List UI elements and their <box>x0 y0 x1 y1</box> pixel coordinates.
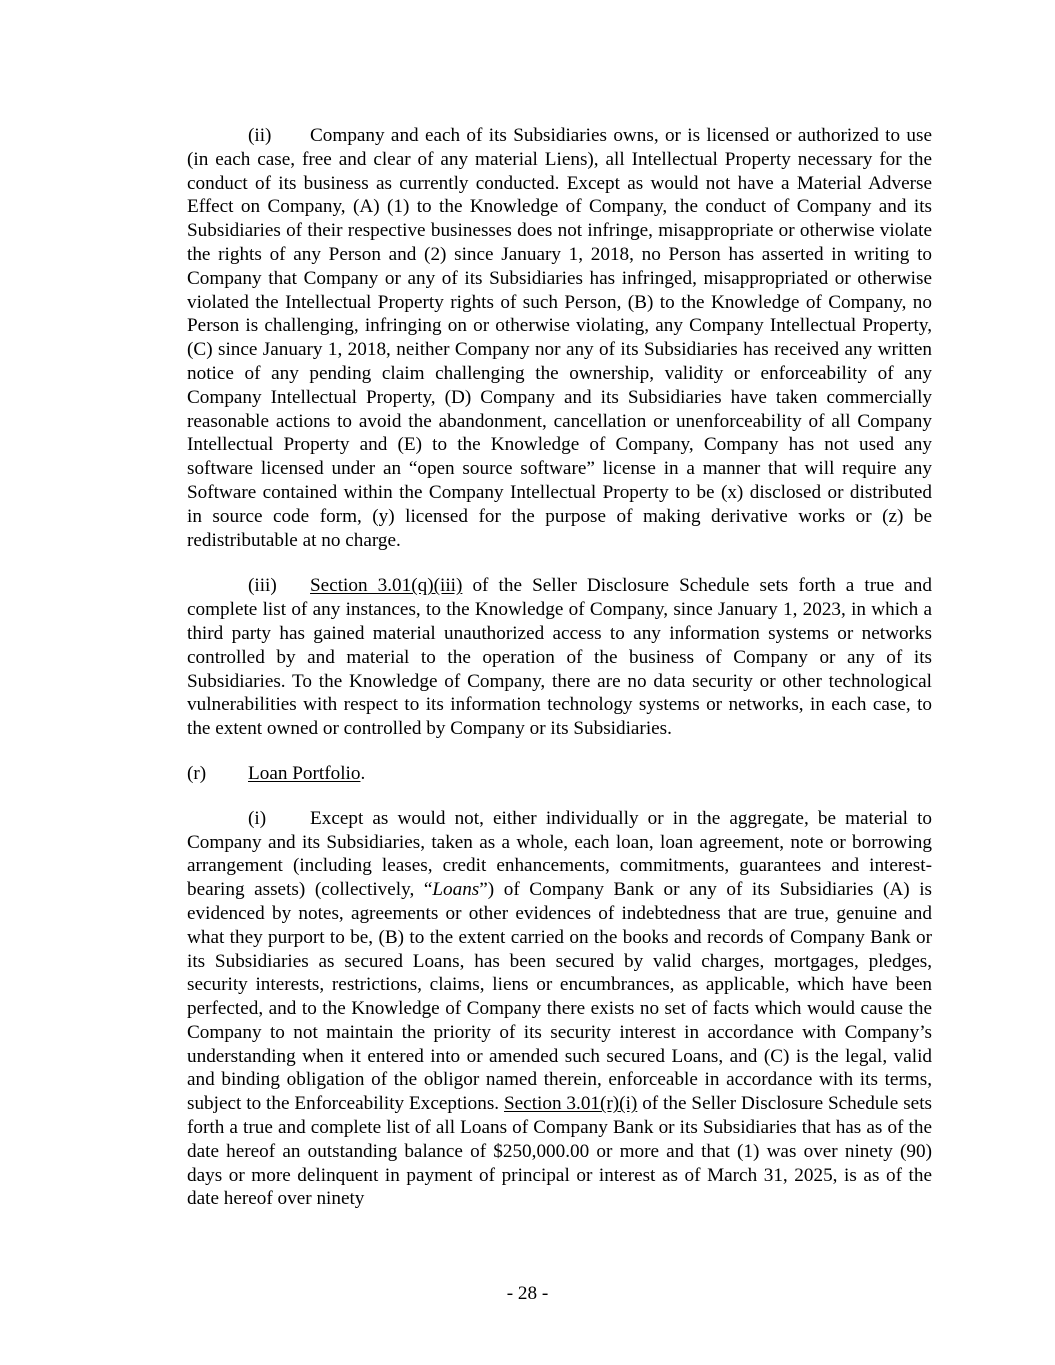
section-heading-r <box>187 762 932 786</box>
paragraph-text: of the Seller Disclosure Schedule sets forth a true and complete list of any instances, to the Knowledge of Company, since January 1, 2023, in which a third party has gained material unauthorized access to any information systems or networks controlled by and material to the operation of the business of Company or any of its Subsidiaries. To the Knowledge of Company, there are no data security or other technological vulnerabilities with respect to its information technology systems or networks, in each case, to the extent owned or controlled by Company or its Subsidiaries. <box>187 575 932 740</box>
paragraph-marker: (i) <box>248 807 267 829</box>
defined-term: Loans <box>432 879 480 901</box>
section-reference: Section 3.01(q)(iii) <box>310 575 463 597</box>
paragraph-text: ”) of Company Bank or any of its Subsidiaries (A) is evidenced by notes, agreements or other evidences of indebtedness that are true, genuine and what they purport to be, (B) to the extent carried on the books and records of Company Bank or its Subsidiaries as secured Loans, has been secured by valid charges, mortgages, pledges, security interests, restrictions, claims, liens or encumbrances, as applicable, which have been perfected, and to the Knowledge of Company there exists no set of facts which would cause the Company to not maintain the priority of its security interest in accordance with Company’s understanding when it entered into or amended such secured Loans, and (C) is the legal, valid and binding obligation of the obligor named therein, enforceable in accordance with its terms, subject to the Enforceability Exceptions. <box>187 879 932 1115</box>
paragraph-text: Company and each of its Subsidiaries owns, or is licensed or authorized to use (in each case, free and clear of any material Liens), all Intellectual Property necessary for the conduct of its business as currently conducted. Except as would not have a Material Adverse Effect on Company, (A) (1) to the Knowledge of Company, the conduct of Company and its Subsidiaries of their respective businesses does not infringe, misappropriate or otherwise violate the rights of any Person and (2) since January 1, 2018, no Person has asserted in writing to Company that Company or any of its Subsidiaries has infringed, misappropriated or otherwise violated the Intellectual Property rights of such Person, (B) to the Knowledge of Company, no Person is challenging, infringing on or otherwise violating, any Company Intellectual Property, (C) since January 1, 2018, neither Company nor any of its Subsidiaries has received any written notice of any pending claim challenging the ownership, validity or enforceability of any Company Intellectual Property, (D) Company and its Subsidiaries have taken commercially reasonable actions to avoid the abandonment, cancellation or unenforceability of all Company Intellectual Property and (E) to the Knowledge of Company, Company has not used any software licensed under an “open source software” license in a manner that will require any Software contained within the Company Intellectual Property to be (x) disclosed or distributed in source code form, (y) licensed for the purpose of making derivative works or (z) be redistributable at no charge. <box>187 125 932 551</box>
paragraph-marker: (iii) <box>248 575 277 597</box>
page-number: - 28 - <box>506 1283 549 1304</box>
document-page <box>187 124 932 1211</box>
paragraph-i <box>187 807 932 1212</box>
paragraph-text: Except as would not, either individually or in the aggregate, be material to Company and its Subsidiaries, taken as a whole, each loan, loan agreement, note or borrowing arrangement (including leases, credit enhancements, commitments, guarantees and interest-bearing assets) (collectively, “ <box>187 807 932 901</box>
paragraph-marker: (ii) <box>248 125 272 146</box>
section-reference: Section 3.01(r)(i) <box>503 1093 638 1115</box>
section-marker: (r) <box>187 762 207 784</box>
paragraph-ii <box>187 124 932 552</box>
section-title-period: . <box>360 762 366 784</box>
section-title: Loan Portfolio <box>248 762 361 784</box>
paragraph-text: of the Seller Disclosure Schedule sets forth a true and complete list of all Loans of Company Bank or its Subsidiaries that has as of the date hereof an outstanding balance of $250,000.00 or more and that (1) was over ninety (90) days or more delinquent in payment of principal or interest as of March 31, 2025, is as of the date hereof over ninety <box>187 1093 932 1210</box>
paragraph-iii <box>187 574 932 741</box>
